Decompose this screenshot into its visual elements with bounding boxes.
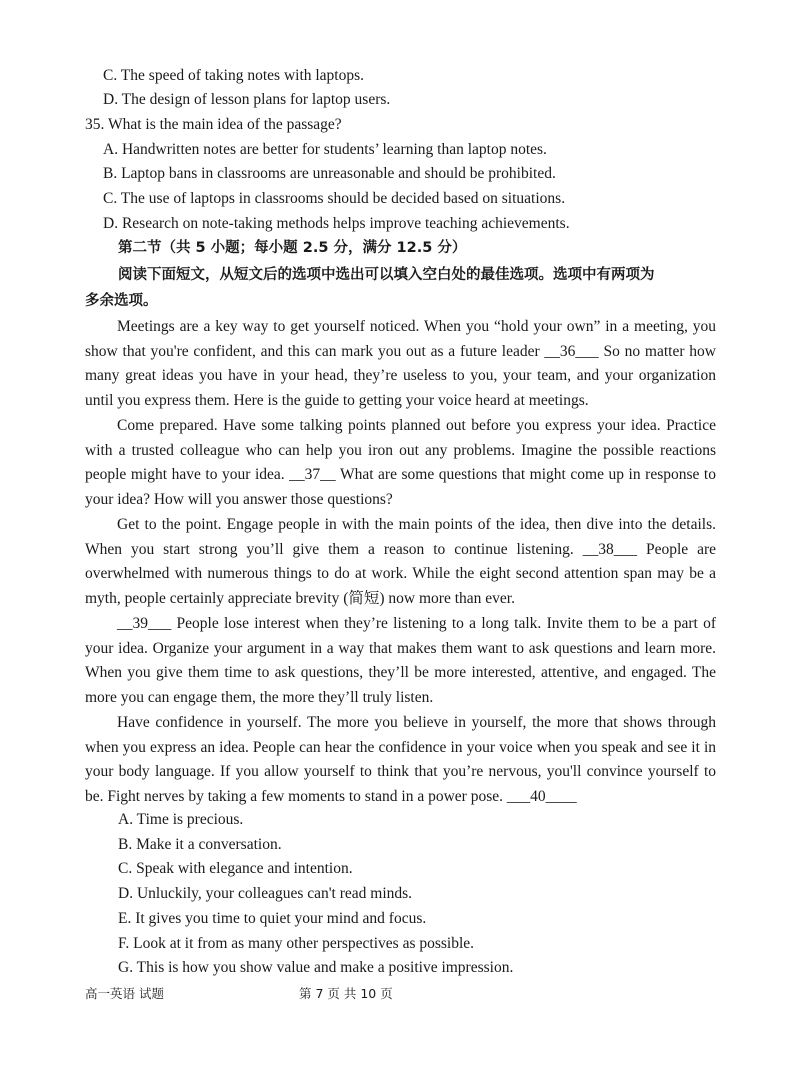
choice-e: E. It gives you time to quiet your mind and focus. bbox=[118, 910, 427, 927]
choice-d: D. Unluckily, your colleagues can't read minds. bbox=[118, 885, 413, 902]
passage-paragraph-4: __39___ People lose interest when they’re listening to a long talk. Invite them to be a part of your idea. Organize your argument in a way that makes them want to ask questions and learn more. When you give them time to ask questions, they’ll be more interested, attentive, and engaged. The more you can engage them, the more they’ll truly listen. bbox=[85, 615, 716, 706]
question-35-option-d: D. Research on note-taking methods helps improve teaching achievements. bbox=[103, 215, 570, 232]
choice-b: B. Make it a conversation. bbox=[118, 836, 282, 853]
footer-subject: 高一英语 试题 bbox=[85, 986, 164, 1001]
passage-paragraph-3: Get to the point. Engage people in with the main points of the idea, then dive into the details. When you start strong you’ll give them a reason to continue listening. __38___ People are overwhelmed with numerous things to do at work. While the eight second attention span may be a myth, people certainly appreciate brevity (简短) now more than ever. bbox=[85, 516, 716, 607]
question-35-option-c: C. The use of laptops in classrooms should be decided based on situations. bbox=[103, 190, 566, 207]
choice-c: C. Speak with elegance and intention. bbox=[118, 860, 353, 877]
question-35-option-a: A. Handwritten notes are better for students’ learning than laptop notes. bbox=[103, 141, 547, 158]
prev-option-d: D. The design of lesson plans for laptop users. bbox=[103, 91, 391, 108]
choice-g: G. This is how you show value and make a positive impression. bbox=[118, 959, 514, 976]
choice-f: F. Look at it from as many other perspectives as possible. bbox=[118, 935, 475, 952]
footer-page-number: 第 7 页 共 10 页 bbox=[299, 986, 393, 1001]
section-title: 第二节（共 5 小题；每小题 2.5 分，满分 12.5 分） bbox=[118, 240, 467, 256]
passage-paragraph-1: Meetings are a key way to get yourself noticed. When you “hold your own” in a meeting, you show that you're confident, and this can mark you out as a future leader __36___ So no matter how many great ideas you have in your head, they’re useless to you, your team, and your organization until you express them. Here is the guide to getting your voice heard at meetings. bbox=[85, 318, 716, 409]
section-instruction: 阅读下面短文，从短文后的选项中选出可以填入空白处的最佳选项。选项中有两项为 bbox=[118, 267, 655, 283]
passage-paragraph-5: Have confidence in yourself. The more you believe in yourself, the more that shows through when you express an idea. People can hear the confidence in your voice when you speak and see it in your body language. If you allow yourself to think that you’re nervous, you'll convince yourself to be. Fight nerves by taking a few moments to stand in a power pose. ___40____ bbox=[85, 714, 716, 805]
passage-paragraph-2: Come prepared. Have some talking points planned out before you express your idea. Practice with a trusted colleague who can help you iron out any problems. Imagine the possible reactions people might have to your idea. __37__ What are some questions that might come up in response to your idea? How will you answer those questions? bbox=[85, 417, 716, 508]
question-35-option-b: B. Laptop bans in classrooms are unreasonable and should be prohibited. bbox=[103, 165, 556, 182]
prev-option-c: C. The speed of taking notes with laptops. bbox=[103, 67, 365, 84]
choice-a: A. Time is precious. bbox=[118, 811, 244, 828]
section-instruction-cont: 多余选项。 bbox=[85, 293, 158, 309]
question-35-stem: 35. What is the main idea of the passage? bbox=[85, 116, 342, 133]
